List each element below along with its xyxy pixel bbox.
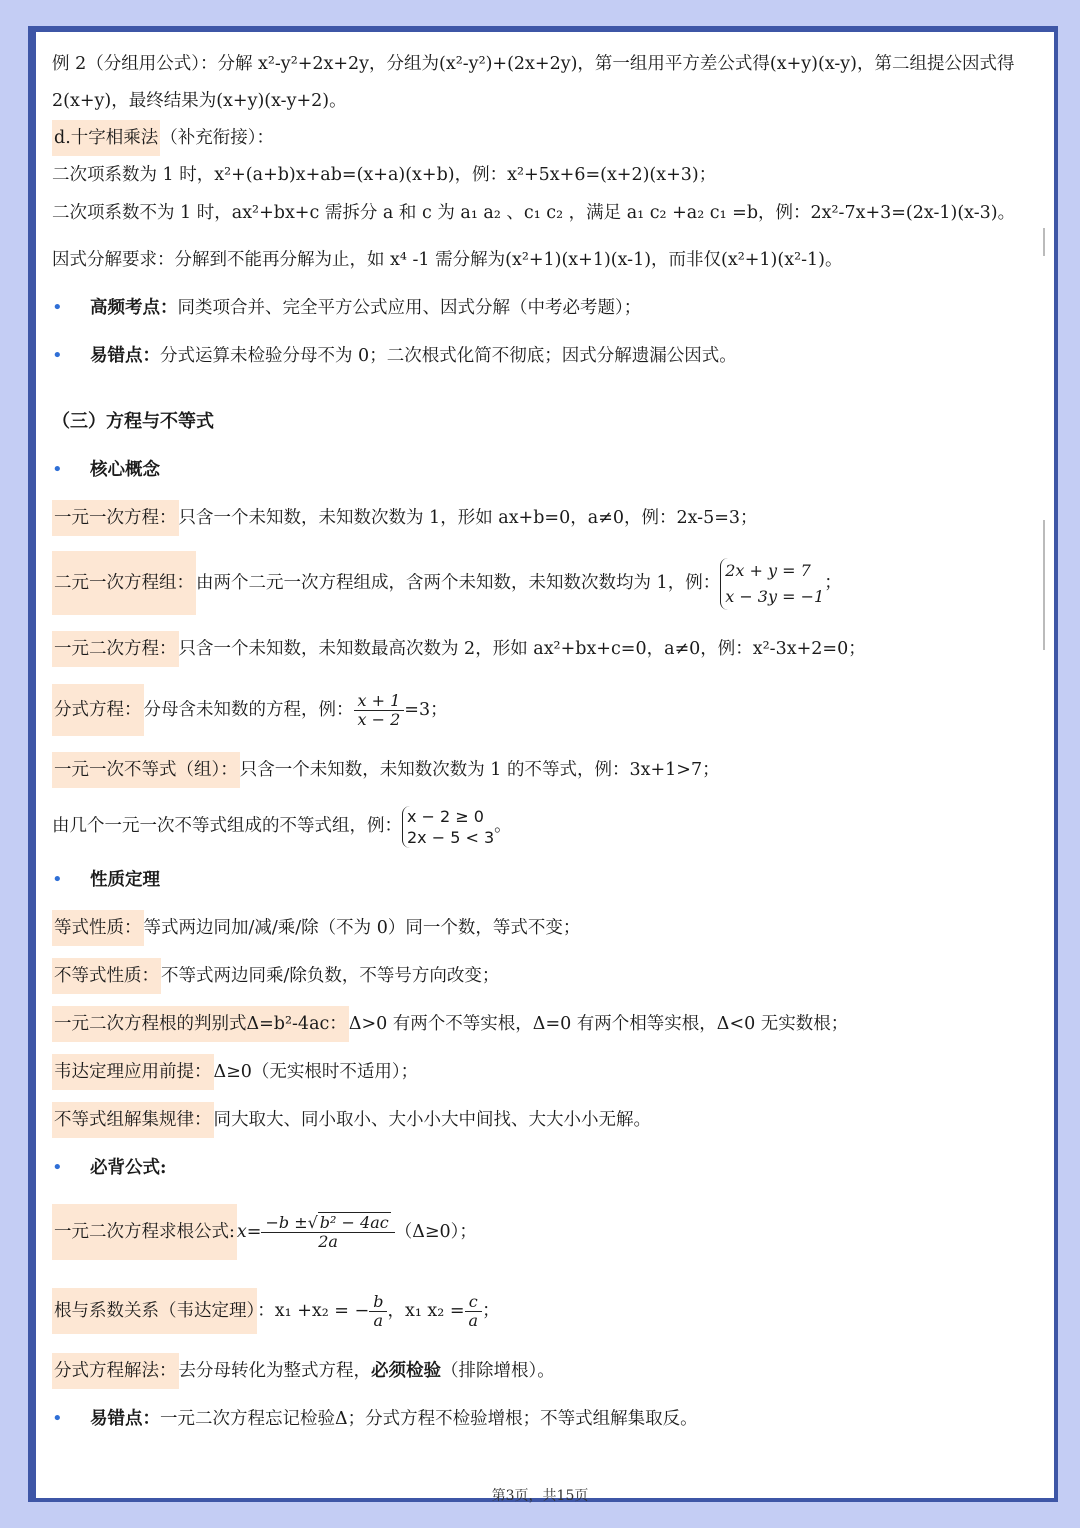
linear-system-line: 二元一次方程组： 由两个二元一次方程组成，含两个未知数，未知数次数均为 1，例： 2x + y = 7 x − 3y = −1 ； <box>52 555 842 611</box>
bullet-icon: • <box>52 869 63 890</box>
coefficient-one-line: 二次项系数为 1 时，x²+(a+b)x+ab=(x+a)(x+b)，例：x²+5x+6=(x+2)(x+3)； <box>52 165 717 185</box>
bullet-icon: • <box>52 1408 63 1429</box>
scrollbar-thumb[interactable] <box>1043 520 1045 650</box>
vieta-premise-line: 韦达定理应用前提： Δ≥0（无实根时不适用）； <box>52 1060 418 1084</box>
must-memorize-heading: 必背公式: <box>90 1158 167 1178</box>
cross-multiply-label: d.十字相乘法 <box>52 120 160 156</box>
page-number: 第3页，共15页 <box>491 1488 589 1504</box>
bullet-icon: • <box>52 1157 63 1178</box>
scrollbar-mark <box>1043 228 1045 256</box>
linear-equation-line: 一元一次方程： 只含一个未知数，未知数次数为 1，形如 ax+b=0，a≠0，例：2x-5=3； <box>52 506 758 530</box>
equality-property-line: 等式性质： 等式两边同加/减/乘/除（不为 0）同一个数，等式不变； <box>52 916 580 940</box>
discriminant-line: 一元二次方程根的判别式Δ=b²-4ac： Δ>0 有两个不等实根，Δ=0 有两个相等实根，Δ<0 无实数根； <box>52 1012 848 1036</box>
inequality-system-line: 由几个一元一次不等式组成的不等式组，例： x − 2 ≥ 0 2x − 5 < 3 。 <box>52 806 512 847</box>
example-2-line1: 例 2（分组用公式）：分解 x²-y²+2x+2y，分组为(x²-y²)+(2x+2y)，第一组用平方差公式得(x+y)(x-y)，第二组提公因式得 <box>52 54 1015 74</box>
high-frequency-item: 高频考点：同类项合并、完全平方公式应用、因式分解（中考必考题）； <box>90 298 642 318</box>
common-errors-item: 易错点：分式运算未检验分母不为 0；二次根式化简不彻底；因式分解遗漏公因式。 <box>90 346 737 366</box>
common-errors-item-2: 易错点：一元二次方程忘记检验Δ；分式方程不检验增根；不等式组解集取反。 <box>90 1409 698 1429</box>
fractional-equation-method-line: 分式方程解法： 去分母转化为整式方程，必须检验（排除增根）。 <box>52 1359 555 1383</box>
quadratic-formula-line: 一元二次方程求根公式: x= $\frac{\text{−b ±√ b² − 4ac}}{2a}$ （Δ≥0）； <box>52 1203 477 1261</box>
inequality-property-line: 不等式性质： 不等式两边同乘/除负数，不等号方向改变； <box>52 964 499 988</box>
linear-inequality-line: 一元一次不等式（组）： 只含一个未知数，未知数次数为 1 的不等式，例：3x+1>7； <box>52 758 720 782</box>
fraction: $\frac{x + 1}{x - 2}$ <box>354 692 405 729</box>
bullet-icon: • <box>52 297 63 318</box>
equation-system: 2x + y = 7 x − 3y = −1 <box>720 558 824 610</box>
quadratic-formula-fraction: $\frac{\text{−b ±√ b² − 4ac}}{2a}$ <box>261 1214 394 1251</box>
core-concepts-heading: 核心概念 <box>90 460 160 480</box>
inequality-system: x − 2 ≥ 0 2x − 5 < 3 <box>402 806 494 848</box>
quadratic-equation-line: 一元二次方程： 只含一个未知数，未知数最高次数为 2，形如 ax²+bx+c=0，a≠0，例：x²-3x+2=0； <box>52 637 866 661</box>
example-2-line2: 2(x+y)，最终结果为(x+y)(x-y+2)。 <box>52 91 347 111</box>
solution-set-rule-line: 不等式组解集规律： 同大取大、同小取小、大小小大中间找、大大小小无解。 <box>52 1108 651 1132</box>
properties-heading: 性质定理 <box>90 870 160 890</box>
fractional-equation-line: 分式方程： 分母含未知数的方程，例： $\frac{x + 1}{x - 2}$ =3； <box>52 684 448 736</box>
factoring-requirement-line: 因式分解要求：分解到不能再分解为止，如 x⁴ -1 需分解为(x²+1)(x+1)(x-1)，而非仅(x²+1)(x²-1)。 <box>52 250 843 270</box>
cross-multiply-heading: d.十字相乘法 （补充衔接）： <box>52 126 274 150</box>
section-heading: （三）方程与不等式 <box>52 411 214 432</box>
bullet-icon: • <box>52 459 63 480</box>
coefficient-not-one-line: 二次项系数不为 1 时，ax²+bx+c 需拆分 a 和 c 为 a₁ a₂ 、c₁ c₂ ，满足 a₁ c₂ +a₂ c₁ =b，例：2x²-7x+3=(2x-1)(x-3)。 <box>52 203 1016 223</box>
vieta-formula-line: 根与系数关系（韦达定理） ：x₁ +x₂ = − $\frac{b}{a}$ ，x₁ x₂ = $\frac{c}{a}$ ； <box>52 1286 500 1336</box>
bullet-icon: • <box>52 345 63 366</box>
